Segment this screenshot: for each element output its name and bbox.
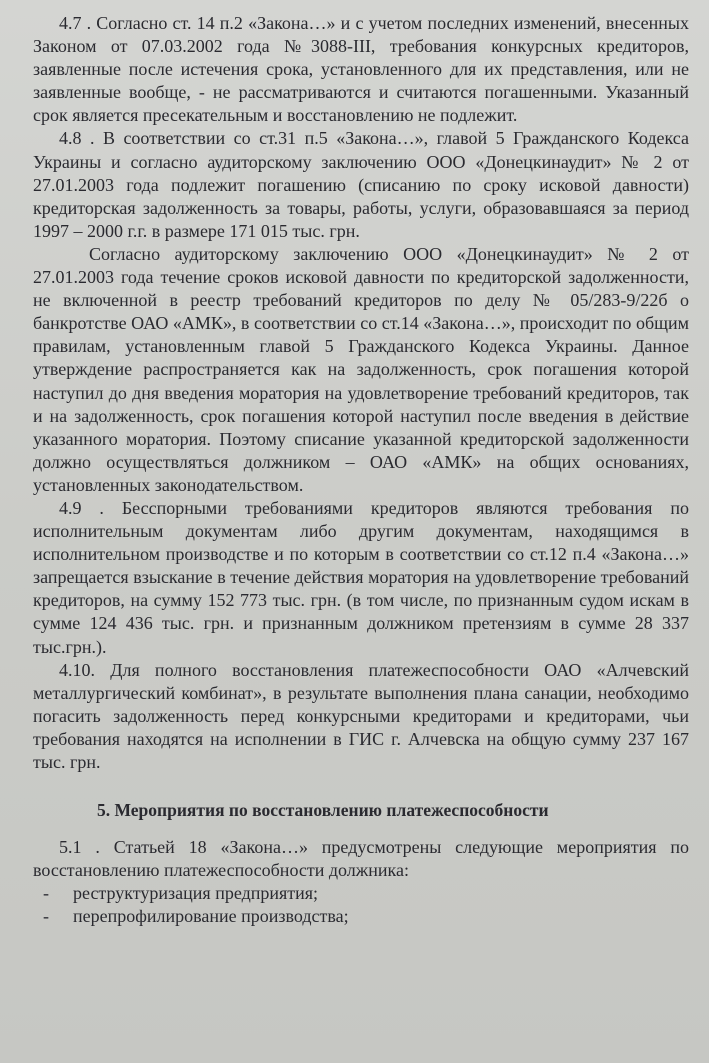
section-heading-5: 5. Мероприятия по восстановлению платежеспособности — [97, 800, 549, 821]
paragraph-audit-conclusion: Согласно аудиторскому заключению ООО «Донецкинаудит» № 2 от 27.01.2003 года течение сроков исковой давности по кредиторской задолженности, не включенной в реестр требований кредиторов по делу № 05/283-9/22б о банкротстве ОАО «АМК», в соответствии со ст.14 «Закона…», происходит по общим правилам, установленным главой 5 Гражданского Кодекса Украины. Данное утверждение распространяется как на задолженность, срок погашения которой наступил до дня введения моратория на удовлетворение требований кредиторов, так и на задолженность, срок погашения которой наступил после введения в действие указанного моратория. Поэтому списание указанной кредиторской задолженности должно осуществляться должником – ОАО «АМК» на общих основаниях, установленных законодательством. — [33, 243, 689, 495]
measures-list — [33, 882, 689, 928]
paragraph-5-1: 5.1 . Статьей 18 «Закона…» предусмотрены следующие мероприятия по восстановлению платежеспособности должника: — [33, 837, 689, 881]
list-marker: - — [43, 906, 49, 927]
paragraph-4-8: 4.8 . В соответствии со ст.31 п.5 «Закона…», главой 5 Гражданского Кодекса Украины и согласно аудиторскому заключению ООО «Донецкинаудит» № 2 от 27.01.2003 года подлежит погашению (списанию по сроку исковой давности) кредиторская задолженность за товары, работы, услуги, образовавшаяся за период 1997 – 2000 г.г. в размере 171 015 тыс. грн. — [33, 128, 689, 241]
list-item — [33, 905, 689, 928]
paragraph-4-9: 4.9 . Бесспорными требованиями кредиторов являются требования по исполнительным документам либо другим документам, находящимся в исполнительном производстве и по которым в соответствии со ст.12 п.4 «Закона…» запрещается взыскание в течение действия моратория на удовлетворение требований кредиторов, на сумму 152 773 тыс. грн. (в том числе, по признанным судом искам в сумме 124 436 тыс. грн. и признанным должником претензиям в сумме 28 337 тыс.грн.). — [33, 497, 689, 657]
list-item — [33, 882, 689, 905]
paragraph-4-7: 4.7 . Согласно ст. 14 п.2 «Закона…» и с учетом последних изменений, внесенных Законом от 07.03.2002 года №3088-III, требования конкурсных кредиторов, заявленные после истечения срока, установленного для их представления, или не заявленные вообще, - не рассматриваются и считаются погашенными. Указанный срок является пресекательным и восстановлению не подлежит. — [33, 13, 689, 126]
list-item-text: перепрофилирование производства; — [73, 906, 349, 927]
list-item-text: реструктуризация предприятия; — [73, 883, 319, 904]
paragraph-4-10: 4.10. Для полного восстановления платежеспособности ОАО «Алчевский металлургический комбинат», в результате выполнения плана санации, необходимо погасить задолженность перед конкурсными кредиторами и кредиторами, чьи требования находятся на исполнении в ГИС г. Алчевска на общую сумму 237 167 тыс. грн. — [33, 659, 689, 772]
list-marker: - — [43, 883, 49, 904]
